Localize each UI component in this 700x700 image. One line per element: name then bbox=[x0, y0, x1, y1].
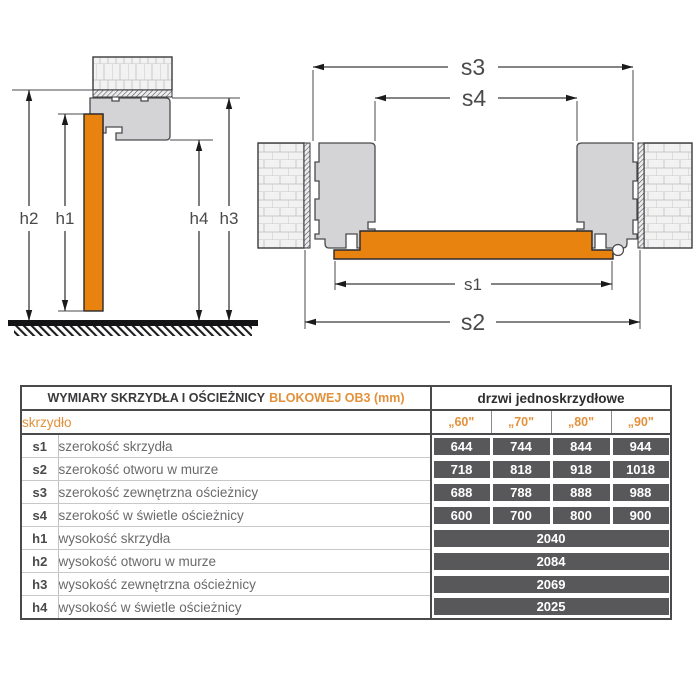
lintel-brick-wall bbox=[93, 57, 172, 90]
merged-value-cell: 2040 bbox=[431, 527, 671, 550]
hinge-pin bbox=[613, 245, 624, 256]
table-row bbox=[21, 481, 671, 504]
row-code: s4 bbox=[21, 504, 58, 527]
row-code: s1 bbox=[21, 434, 58, 458]
table-row bbox=[21, 504, 671, 527]
table-row bbox=[21, 527, 671, 550]
row-code: h4 bbox=[21, 596, 58, 620]
size-header-60: „60" bbox=[431, 410, 491, 434]
table-row bbox=[21, 550, 671, 573]
value-cell: 818 bbox=[491, 458, 551, 481]
row-description: wysokość otworu w murze bbox=[58, 550, 431, 573]
row-code: s3 bbox=[21, 481, 58, 504]
size-header-90: „90" bbox=[611, 410, 671, 434]
value-cell: 988 bbox=[611, 481, 671, 504]
subheader-skrzydlo: skrzydło bbox=[21, 410, 431, 434]
value-cell: 644 bbox=[431, 434, 491, 458]
label-h4: h4 bbox=[189, 209, 209, 228]
horizontal-section-diagram bbox=[258, 54, 692, 335]
door-leaf-vertical bbox=[84, 114, 103, 311]
value-cell: 744 bbox=[491, 434, 551, 458]
row-description: wysokość zewnętrzna ościeżnicy bbox=[58, 573, 431, 596]
row-description: wysokość skrzydła bbox=[58, 527, 431, 550]
floor-line bbox=[8, 320, 258, 326]
label-h1: h1 bbox=[55, 209, 75, 228]
row-description: wysokość w świetle ościeżnicy bbox=[58, 596, 431, 620]
row-code: s2 bbox=[21, 458, 58, 481]
row-description: szerokość w świetle ościeżnicy bbox=[58, 504, 431, 527]
row-code: h1 bbox=[21, 527, 58, 550]
merged-value-cell: 2025 bbox=[431, 596, 671, 620]
table-row bbox=[21, 573, 671, 596]
label-h3: h3 bbox=[219, 209, 239, 228]
table-row bbox=[21, 596, 671, 620]
value-cell: 688 bbox=[431, 481, 491, 504]
vertical-section-diagram bbox=[8, 57, 258, 336]
value-cell: 600 bbox=[431, 504, 491, 527]
value-cell: 944 bbox=[611, 434, 671, 458]
label-h2: h2 bbox=[19, 209, 39, 228]
left-plaster-hatch bbox=[304, 143, 310, 248]
floor-hatch bbox=[14, 326, 252, 336]
label-s3: s3 bbox=[460, 54, 486, 80]
value-cell: 788 bbox=[491, 481, 551, 504]
size-header-80: „80" bbox=[551, 410, 611, 434]
value-cell: 900 bbox=[611, 504, 671, 527]
left-brick-wall bbox=[258, 143, 304, 248]
value-cell: 888 bbox=[551, 481, 611, 504]
value-cell: 718 bbox=[431, 458, 491, 481]
merged-value-cell: 2069 bbox=[431, 573, 671, 596]
table-subheader-row bbox=[21, 410, 671, 434]
row-code: h3 bbox=[21, 573, 58, 596]
row-description: szerokość skrzydła bbox=[58, 434, 431, 458]
value-cell: 800 bbox=[551, 504, 611, 527]
label-s2: s2 bbox=[460, 309, 486, 335]
height-dimension-labels bbox=[16, 206, 242, 231]
table-title-black: WYMIARY SKRZYDŁA I OŚCIEŻNICY bbox=[47, 391, 266, 405]
table-title-orange: BLOKOWEJ OB3 (mm) bbox=[269, 391, 405, 405]
value-cell: 844 bbox=[551, 434, 611, 458]
mortar-hatch-strip bbox=[93, 90, 172, 97]
door-leaf-horizontal bbox=[334, 231, 613, 259]
table-title-row bbox=[21, 386, 671, 410]
row-code: h2 bbox=[21, 550, 58, 573]
group-header: drzwi jednoskrzydłowe bbox=[431, 386, 671, 410]
value-cell: 700 bbox=[491, 504, 551, 527]
table-row bbox=[21, 434, 671, 458]
width-dimension-labels bbox=[448, 54, 498, 335]
size-header-70: „70" bbox=[491, 410, 551, 434]
label-s4: s4 bbox=[461, 85, 487, 111]
table-row bbox=[21, 458, 671, 481]
right-plaster-hatch bbox=[638, 143, 644, 248]
table-title bbox=[21, 386, 431, 410]
row-description: szerokość otworu w murze bbox=[58, 458, 431, 481]
value-cell: 1018 bbox=[611, 458, 671, 481]
row-description: szerokość zewnętrzna ościeżnicy bbox=[58, 481, 431, 504]
merged-value-cell: 2084 bbox=[431, 550, 671, 573]
label-s1: s1 bbox=[464, 275, 482, 294]
right-brick-wall bbox=[644, 143, 692, 248]
dimensions-table bbox=[20, 385, 672, 620]
value-cell: 918 bbox=[551, 458, 611, 481]
